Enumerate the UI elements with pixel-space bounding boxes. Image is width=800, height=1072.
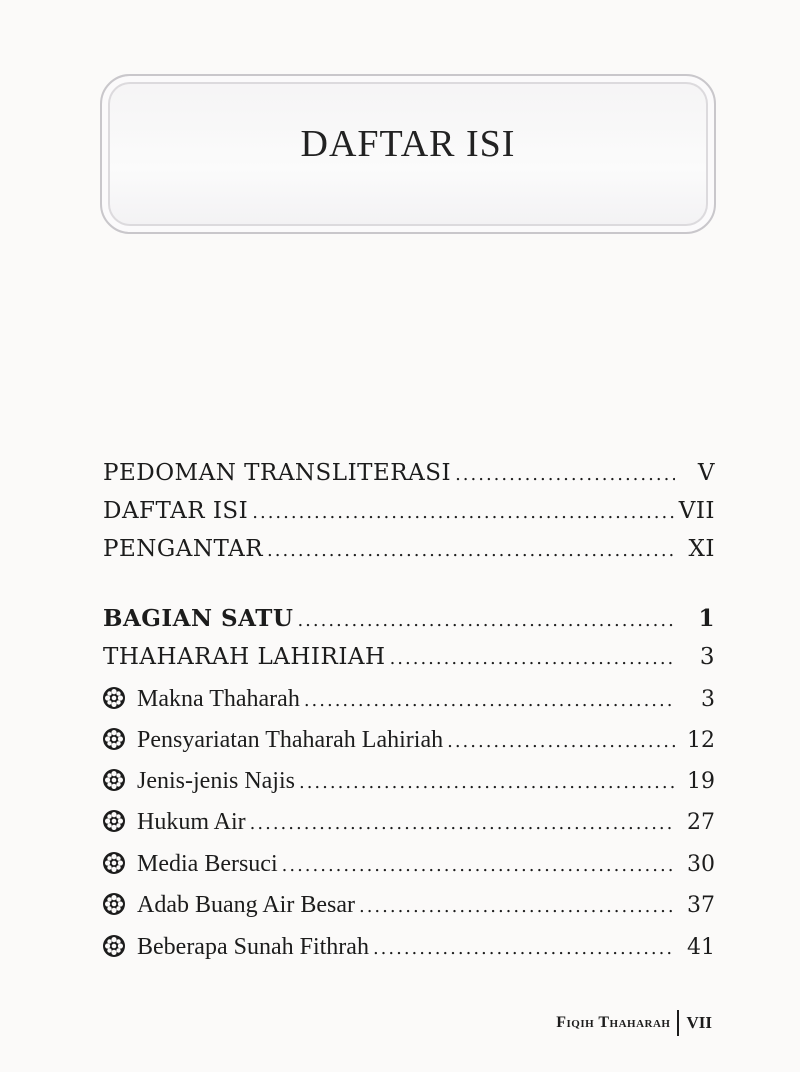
toc-entry-page: VII	[678, 498, 715, 524]
toc-entry-label: BAGIAN SATU	[103, 605, 294, 632]
toc-section[interactable]	[103, 762, 715, 800]
page-title: DAFTAR ISI	[300, 123, 516, 165]
flower-bullet-icon	[103, 893, 125, 915]
toc-entry-thaharah-lahiriah[interactable]	[103, 638, 715, 676]
toc-section-label: Hukum Air	[137, 809, 246, 835]
toc-section-label: Jenis-jenis Najis	[137, 768, 295, 794]
toc-entry-pengantar[interactable]	[103, 530, 715, 568]
toc-section[interactable]	[103, 886, 715, 924]
dot-leader	[359, 888, 675, 926]
page-number: VII	[686, 1013, 712, 1032]
flower-bullet-icon	[103, 769, 125, 791]
footer-divider	[677, 1010, 679, 1036]
toc-entry-label: PENGANTAR	[103, 536, 264, 562]
dot-leader	[390, 640, 675, 678]
toc-section-label: Pensyariatan Thaharah Lahiriah	[137, 727, 444, 753]
toc-section[interactable]	[103, 680, 715, 718]
running-book-title: Fiqih Thaharah	[556, 1014, 671, 1031]
toc-section[interactable]	[103, 803, 715, 841]
toc-section-page: 12	[687, 728, 715, 753]
toc-entry-page: 3	[699, 644, 715, 670]
dot-leader	[267, 532, 675, 570]
toc-entry-bagian-satu[interactable]	[103, 600, 715, 638]
dot-leader	[252, 494, 674, 532]
flower-bullet-icon	[103, 728, 125, 750]
page-footer	[556, 1010, 712, 1036]
dot-leader	[447, 723, 675, 761]
toc-entry-label: PEDOMAN TRANSLITERASI	[103, 460, 452, 486]
toc-section-page: 3	[701, 687, 715, 712]
toc-entry-daftar-isi[interactable]	[103, 492, 715, 530]
toc-section[interactable]	[103, 845, 715, 883]
toc-section-page: 30	[687, 852, 715, 877]
toc-section-page: 27	[687, 810, 715, 835]
toc-section-page: 37	[687, 893, 715, 918]
toc-entry-page: 1	[698, 605, 715, 632]
dot-leader	[373, 930, 675, 968]
flower-bullet-icon	[103, 852, 125, 874]
toc-section-label: Beberapa Sunah Fithrah	[137, 934, 369, 960]
flower-bullet-icon	[103, 935, 125, 957]
toc-section-page: 19	[687, 769, 715, 794]
toc-section-label: Makna Thaharah	[137, 686, 300, 712]
dot-leader	[455, 456, 675, 494]
flower-bullet-icon	[103, 810, 125, 832]
dot-leader	[282, 847, 675, 885]
dot-leader	[304, 682, 675, 720]
toc-section-label: Media Bersuci	[137, 851, 278, 877]
flower-bullet-icon	[103, 687, 125, 709]
dot-leader	[299, 764, 675, 802]
toc-section-page: 41	[687, 935, 715, 960]
toc-section-label: Adab Buang Air Besar	[137, 892, 355, 918]
toc-section[interactable]	[103, 721, 715, 759]
dot-leader	[250, 805, 675, 843]
toc-entry-page: V	[697, 460, 715, 486]
toc-entry-label: THAHARAH LAHIRIAH	[103, 644, 386, 670]
toc-entry-label: DAFTAR ISI	[103, 498, 249, 524]
toc-section[interactable]	[103, 928, 715, 966]
toc-entry-page: XI	[688, 536, 715, 562]
toc-entry-transliterasi[interactable]	[103, 454, 715, 492]
dot-leader	[297, 602, 675, 640]
